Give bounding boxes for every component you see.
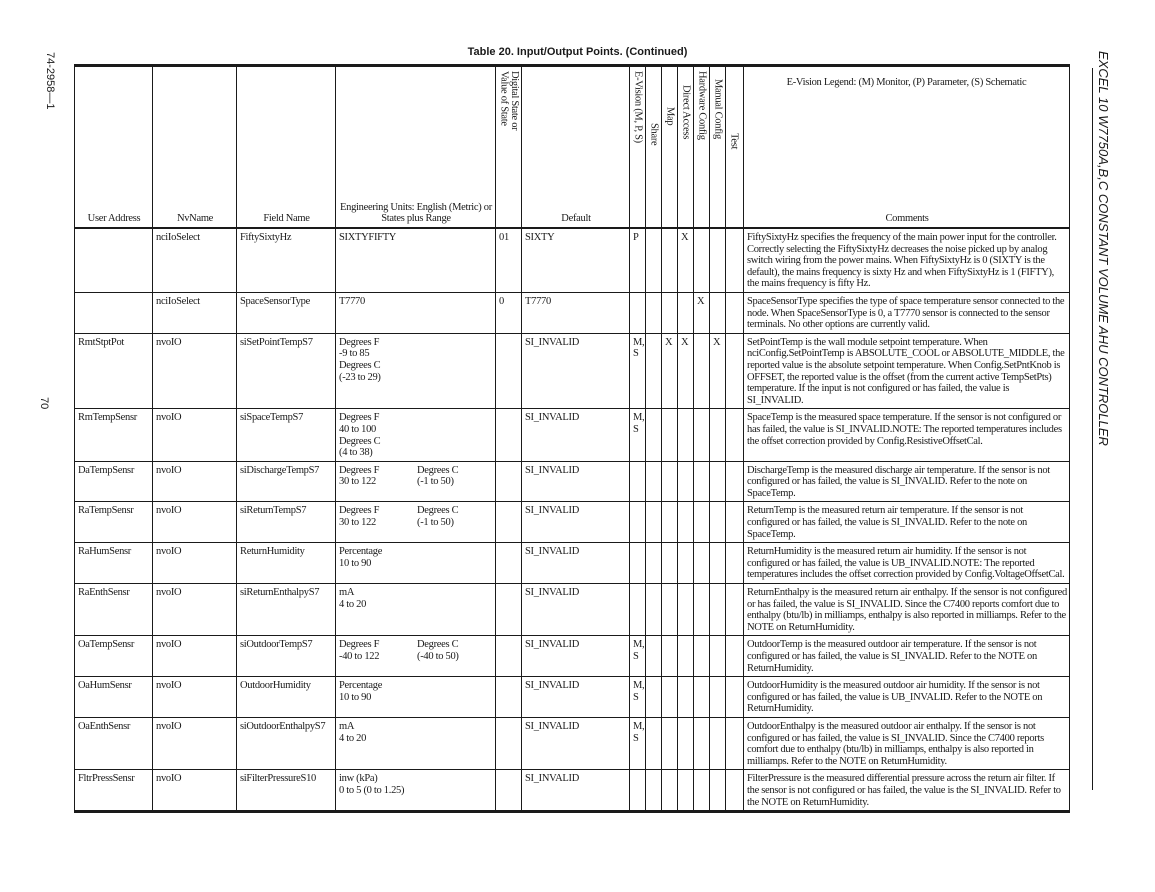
cell-share bbox=[646, 228, 662, 292]
header-share: Share bbox=[646, 66, 662, 229]
units-english: T7770 bbox=[339, 295, 365, 307]
table-row bbox=[75, 543, 1070, 584]
cell-field-name: siOutdoorTempS7 bbox=[237, 636, 336, 677]
header-field-name: Field Name bbox=[237, 66, 336, 229]
side-rule bbox=[1092, 68, 1093, 790]
cell-eng-units bbox=[336, 677, 496, 718]
units-english: Degrees F -9 to 85 Degrees C (-23 to 29) bbox=[339, 336, 381, 383]
cell-default: SI_INVALID bbox=[522, 584, 630, 636]
cell-user-address bbox=[75, 228, 153, 292]
cell-nv-name: nvoIO bbox=[153, 770, 237, 812]
cell-comments: ReturnTemp is the measured return air temperature. If the sensor is not configured or has failed, the value is SI_INVALID. Refer to the note on SpaceTemp. bbox=[744, 502, 1070, 543]
cell-eng-units bbox=[336, 409, 496, 461]
cell-manual: X bbox=[710, 333, 726, 409]
cell-default: SI_INVALID bbox=[522, 543, 630, 584]
header-comments bbox=[744, 66, 1070, 229]
document-number: 74-2958—1 bbox=[44, 52, 56, 110]
cell-default: SI_INVALID bbox=[522, 636, 630, 677]
cell-digital bbox=[496, 333, 522, 409]
cell-manual bbox=[710, 292, 726, 333]
table-row bbox=[75, 677, 1070, 718]
cell-default: SI_INVALID bbox=[522, 717, 630, 769]
cell-direct: X bbox=[678, 333, 694, 409]
cell-map bbox=[662, 770, 678, 812]
cell-direct bbox=[678, 717, 694, 769]
cell-hw bbox=[694, 584, 710, 636]
cell-map bbox=[662, 461, 678, 502]
units-english: Percentage 10 to 90 bbox=[339, 546, 383, 569]
cell-default: SI_INVALID bbox=[522, 409, 630, 461]
cell-comments: OutdoorHumidity is the measured outdoor air humidity. If the sensor is not configured or has failed, the value is UB_INVALID. Refer to the NOTE on ReturnHumidity. bbox=[744, 677, 1070, 718]
header-evision: E-Vision (M, P, S) bbox=[630, 66, 646, 229]
cell-digital bbox=[496, 677, 522, 718]
units-english: Degrees F -40 to 122 bbox=[339, 639, 380, 662]
cell-nv-name: nvoIO bbox=[153, 543, 237, 584]
cell-evision bbox=[630, 543, 646, 584]
cell-hw bbox=[694, 409, 710, 461]
cell-manual bbox=[710, 636, 726, 677]
cell-test bbox=[726, 228, 744, 292]
cell-user-address: RaEnthSensr bbox=[75, 584, 153, 636]
cell-digital bbox=[496, 717, 522, 769]
cell-eng-units bbox=[336, 770, 496, 812]
header-row bbox=[75, 66, 1070, 229]
units-metric: Degrees C (-40 to 50) bbox=[417, 639, 459, 662]
cell-eng-units bbox=[336, 333, 496, 409]
cell-digital bbox=[496, 770, 522, 812]
cell-direct bbox=[678, 636, 694, 677]
cell-direct bbox=[678, 584, 694, 636]
cell-user-address: RaHumSensr bbox=[75, 543, 153, 584]
cell-evision: M, S bbox=[630, 677, 646, 718]
cell-hw bbox=[694, 636, 710, 677]
cell-direct bbox=[678, 502, 694, 543]
cell-default: T7770 bbox=[522, 292, 630, 333]
cell-user-address bbox=[75, 292, 153, 333]
units-metric: Degrees C (-1 to 50) bbox=[417, 505, 459, 529]
cell-manual bbox=[710, 543, 726, 584]
cell-test bbox=[726, 636, 744, 677]
cell-direct bbox=[678, 461, 694, 502]
cell-evision: M, S bbox=[630, 333, 646, 409]
cell-nv-name: nvoIO bbox=[153, 461, 237, 502]
table-row bbox=[75, 461, 1070, 502]
cell-eng-units bbox=[336, 292, 496, 333]
cell-field-name: siDischargeTempS7 bbox=[237, 461, 336, 502]
cell-digital bbox=[496, 409, 522, 461]
cell-map bbox=[662, 717, 678, 769]
cell-nv-name: nciIoSelect bbox=[153, 292, 237, 333]
cell-evision bbox=[630, 292, 646, 333]
table-row bbox=[75, 333, 1070, 409]
cell-default: SI_INVALID bbox=[522, 333, 630, 409]
header-direct-access: Direct Access bbox=[678, 66, 694, 229]
cell-field-name: FiftySixtyHz bbox=[237, 228, 336, 292]
units-metric: Degrees C (-1 to 50) bbox=[417, 464, 459, 488]
cell-manual bbox=[710, 770, 726, 812]
cell-eng-units bbox=[336, 502, 496, 543]
header-eng-units: Engineering Units: English (Metric) or States plus Range bbox=[336, 66, 496, 229]
cell-manual bbox=[710, 502, 726, 543]
cell-nv-name: nvoIO bbox=[153, 717, 237, 769]
table-row bbox=[75, 502, 1070, 543]
header-digital-state: Digital State or Value of State bbox=[496, 66, 522, 229]
cell-hw bbox=[694, 770, 710, 812]
header-hardware-config: Hardware Config bbox=[694, 66, 710, 229]
header-nv-name: NvName bbox=[153, 66, 237, 229]
cell-manual bbox=[710, 584, 726, 636]
cell-digital: 01 bbox=[496, 228, 522, 292]
cell-map bbox=[662, 543, 678, 584]
cell-field-name: siOutdoorEnthalpyS7 bbox=[237, 717, 336, 769]
cell-field-name: siReturnEnthalpyS7 bbox=[237, 584, 336, 636]
cell-hw bbox=[694, 461, 710, 502]
header-default: Default bbox=[522, 66, 630, 229]
cell-eng-units bbox=[336, 717, 496, 769]
cell-nv-name: nvoIO bbox=[153, 636, 237, 677]
cell-manual bbox=[710, 228, 726, 292]
cell-field-name: OutdoorHumidity bbox=[237, 677, 336, 718]
units-english: Percentage 10 to 90 bbox=[339, 680, 383, 703]
cell-nv-name: nciIoSelect bbox=[153, 228, 237, 292]
running-title: EXCEL 10 W7750A,B,C CONSTANT VOLUME AHU CONTROLLER bbox=[1096, 51, 1111, 446]
cell-evision: M, S bbox=[630, 409, 646, 461]
cell-test bbox=[726, 770, 744, 812]
table-title: Table 20. Input/Output Points. (Continued) bbox=[467, 46, 688, 58]
cell-comments: OutdoorTemp is the measured outdoor air temperature. If the sensor is not configured or has failed, the value is SI_INVALID. Refer to the NOTE on ReturnHumidity. bbox=[744, 636, 1070, 677]
cell-evision bbox=[630, 502, 646, 543]
cell-hw bbox=[694, 333, 710, 409]
cell-hw bbox=[694, 502, 710, 543]
cell-field-name: SpaceSensorType bbox=[237, 292, 336, 333]
cell-user-address: RmtStptPot bbox=[75, 333, 153, 409]
cell-direct bbox=[678, 677, 694, 718]
cell-user-address: OaEnthSensr bbox=[75, 717, 153, 769]
cell-evision bbox=[630, 461, 646, 502]
cell-test bbox=[726, 461, 744, 502]
cell-direct bbox=[678, 770, 694, 812]
cell-field-name: siSpaceTempS7 bbox=[237, 409, 336, 461]
cell-nv-name: nvoIO bbox=[153, 677, 237, 718]
units-english: Degrees F 30 to 122 bbox=[339, 505, 380, 529]
cell-share bbox=[646, 677, 662, 718]
header-user-address: User Address bbox=[75, 66, 153, 229]
table-row bbox=[75, 292, 1070, 333]
cell-user-address: RaTempSensr bbox=[75, 502, 153, 543]
cell-user-address: DaTempSensr bbox=[75, 461, 153, 502]
cell-default: SI_INVALID bbox=[522, 502, 630, 543]
comments-label: Comments bbox=[885, 213, 929, 225]
cell-map: X bbox=[662, 333, 678, 409]
cell-comments: FiftySixtyHz specifies the frequency of the main power input for the controller. Correctly selecting the FiftySixtyHz decreases the noise picked up by analog switch wiring from the power mains. When FiftySixtyHz is 0 (SIXTY is the default), the mains frequency is sixty Hz and when FiftySixtyHz is 1 (FIFTY), the mains frequency is fifty Hz. bbox=[744, 228, 1070, 292]
cell-nv-name: nvoIO bbox=[153, 409, 237, 461]
cell-direct: X bbox=[678, 228, 694, 292]
cell-digital bbox=[496, 584, 522, 636]
cell-field-name: siReturnTempS7 bbox=[237, 502, 336, 543]
page-number: 70 bbox=[38, 397, 50, 410]
units-english: Degrees F 30 to 122 bbox=[339, 464, 380, 488]
cell-evision bbox=[630, 584, 646, 636]
cell-eng-units bbox=[336, 228, 496, 292]
cell-nv-name: nvoIO bbox=[153, 584, 237, 636]
cell-digital bbox=[496, 502, 522, 543]
cell-hw bbox=[694, 228, 710, 292]
evision-legend: E-Vision Legend: (M) Monitor, (P) Parameter, (S) Schematic bbox=[786, 77, 1027, 88]
units-english: mA 4 to 20 bbox=[339, 587, 367, 610]
cell-map bbox=[662, 228, 678, 292]
units-english: Degrees F 40 to 100 Degrees C (4 to 38) bbox=[339, 412, 381, 459]
cell-share bbox=[646, 543, 662, 584]
cell-test bbox=[726, 717, 744, 769]
table-row bbox=[75, 717, 1070, 769]
cell-field-name: ReturnHumidity bbox=[237, 543, 336, 584]
cell-nv-name: nvoIO bbox=[153, 333, 237, 409]
cell-evision: P bbox=[630, 228, 646, 292]
cell-evision: M, S bbox=[630, 636, 646, 677]
cell-default: SIXTY bbox=[522, 228, 630, 292]
cell-share bbox=[646, 584, 662, 636]
cell-test bbox=[726, 677, 744, 718]
table-row bbox=[75, 409, 1070, 461]
cell-direct bbox=[678, 543, 694, 584]
cell-manual bbox=[710, 717, 726, 769]
io-points-table bbox=[74, 64, 1070, 813]
cell-field-name: siFilterPressureS10 bbox=[237, 770, 336, 812]
cell-comments: ReturnHumidity is the measured return air humidity. If the sensor is not configured or has failed, the value is UB_INVALID.NOTE: The reported temperatures includes the offset correction provided by Config.VoltageOffsetCal. bbox=[744, 543, 1070, 584]
units-english: inw (kPa) 0 to 5 (0 to 1.25) bbox=[339, 773, 405, 796]
cell-user-address: OaTempSensr bbox=[75, 636, 153, 677]
cell-manual bbox=[710, 677, 726, 718]
cell-direct bbox=[678, 292, 694, 333]
cell-eng-units bbox=[336, 636, 496, 677]
cell-test bbox=[726, 584, 744, 636]
cell-eng-units bbox=[336, 461, 496, 502]
cell-share bbox=[646, 461, 662, 502]
cell-user-address: RmTempSensr bbox=[75, 409, 153, 461]
cell-default: SI_INVALID bbox=[522, 677, 630, 718]
cell-map bbox=[662, 584, 678, 636]
cell-comments: OutdoorEnthalpy is the measured outdoor air enthalpy. If the sensor is not configured or has failed, the value is SI_INVALID. Since the C7400 reports comfort due to enthalpy (btu/lb) in milliamps, enthalpy is also reported in milliamps. Refer to the NOTE on ReturnHumidity. bbox=[744, 717, 1070, 769]
cell-evision: M, S bbox=[630, 717, 646, 769]
cell-test bbox=[726, 333, 744, 409]
cell-default: SI_INVALID bbox=[522, 461, 630, 502]
cell-comments: ReturnEnthalpy is the measured return air enthalpy. If the sensor is not configured or has failed, the value is SI_INVALID. Since the C7400 reports comfort due to enthalpy (btu/lb) in milliamps, enthalpy is also reported in milliamps. Refer to the NOTE on ReturnHumidity. bbox=[744, 584, 1070, 636]
cell-map bbox=[662, 292, 678, 333]
cell-test bbox=[726, 292, 744, 333]
cell-comments: DischargeTemp is the measured discharge air temperature. If the sensor is not configured or has failed, the value is SI_INVALID. Refer to the note on SpaceTemp. bbox=[744, 461, 1070, 502]
cell-field-name: siSetPointTempS7 bbox=[237, 333, 336, 409]
cell-comments: SpaceSensorType specifies the type of space temperature sensor connected to the node. When SpaceSensorType is 0, a T7770 sensor is connected to the sensor terminals. No other options are currently valid. bbox=[744, 292, 1070, 333]
cell-nv-name: nvoIO bbox=[153, 502, 237, 543]
cell-digital bbox=[496, 461, 522, 502]
table-row bbox=[75, 770, 1070, 812]
cell-digital bbox=[496, 543, 522, 584]
cell-share bbox=[646, 502, 662, 543]
cell-share bbox=[646, 636, 662, 677]
header-manual-config: Manual Config bbox=[710, 66, 726, 229]
cell-share bbox=[646, 770, 662, 812]
cell-share bbox=[646, 409, 662, 461]
cell-hw bbox=[694, 717, 710, 769]
cell-test bbox=[726, 409, 744, 461]
table-row bbox=[75, 228, 1070, 292]
cell-direct bbox=[678, 409, 694, 461]
cell-user-address: FltrPressSensr bbox=[75, 770, 153, 812]
cell-map bbox=[662, 502, 678, 543]
cell-manual bbox=[710, 409, 726, 461]
units-english: mA 4 to 20 bbox=[339, 720, 367, 744]
cell-test bbox=[726, 543, 744, 584]
cell-map bbox=[662, 409, 678, 461]
cell-evision bbox=[630, 770, 646, 812]
cell-digital: 0 bbox=[496, 292, 522, 333]
cell-map bbox=[662, 636, 678, 677]
header-test: Test bbox=[726, 66, 744, 229]
cell-manual bbox=[710, 461, 726, 502]
cell-hw bbox=[694, 677, 710, 718]
cell-share bbox=[646, 717, 662, 769]
cell-comments: SpaceTemp is the measured space temperature. If the sensor is not configured or has failed, the value is SI_INVALID.NOTE: The reported temperatures includes the offset correction provided by Config.ResistiveOffsetCal. bbox=[744, 409, 1070, 461]
cell-share bbox=[646, 292, 662, 333]
cell-share bbox=[646, 333, 662, 409]
table-row bbox=[75, 636, 1070, 677]
cell-digital bbox=[496, 636, 522, 677]
table-row bbox=[75, 584, 1070, 636]
cell-comments: FilterPressure is the measured differential pressure across the return air filter. If the sensor is not configured or has failed, the value is the SI_INVALID. Refer to the NOTE on ReturnHumidity. bbox=[744, 770, 1070, 812]
cell-default: SI_INVALID bbox=[522, 770, 630, 812]
cell-hw: X bbox=[694, 292, 710, 333]
cell-comments: SetPointTemp is the wall module setpoint temperature. When nciConfig.SetPointTemp is ABSOLUTE_COOL or ABSOLUTE_MIDDLE, the reported value is the absolute setpoint temperature. When Config.SetPntKnob is OFFSET, the reported value is the offset (from the current active TempSetPts) temperature. If the input is not configured or has failed, the value is SI_INVALID. bbox=[744, 333, 1070, 409]
cell-test bbox=[726, 502, 744, 543]
cell-hw bbox=[694, 543, 710, 584]
header-map: Map bbox=[662, 66, 678, 229]
cell-eng-units bbox=[336, 543, 496, 584]
cell-eng-units bbox=[336, 584, 496, 636]
cell-user-address: OaHumSensr bbox=[75, 677, 153, 718]
units-english: SIXTYFIFTY bbox=[339, 232, 397, 243]
cell-map bbox=[662, 677, 678, 718]
